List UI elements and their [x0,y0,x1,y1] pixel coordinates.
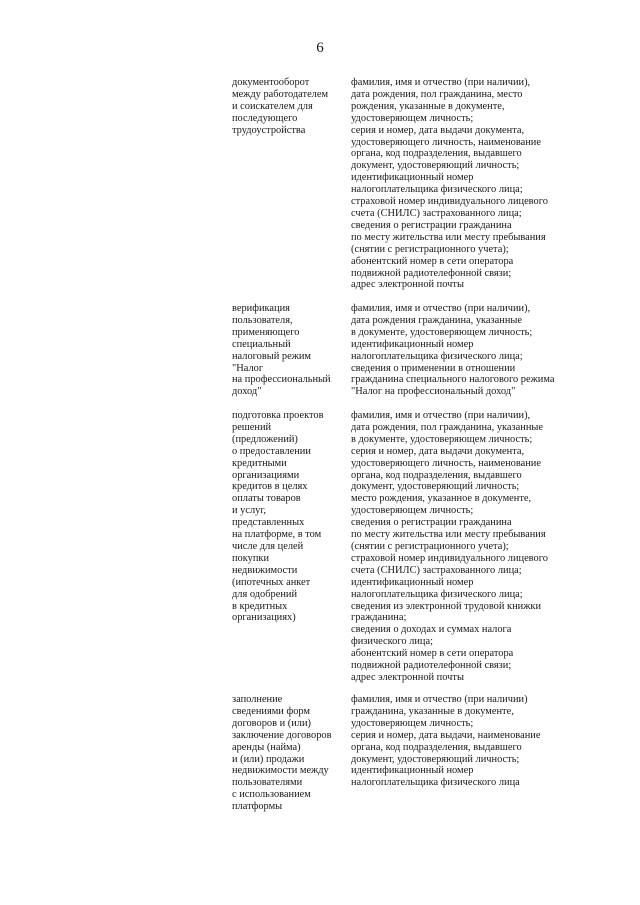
page-number: 6 [316,40,324,56]
processing-purpose: заполнение сведениями форм договоров и (или) заключение договоров аренды (найма) и (или) продажи недвижимости между пользователями с использованием платформы [232,694,332,813]
personal-data-list: фамилия, имя и отчество (при наличии) гражданина, указанные в документе, удостоверяющем личность; серия и номер, дата выдачи, наименование органа, код подразделения, выдавшего документ, удостоверяющий личность; идентификационный номер налогоплательщика физического лица [351,694,541,789]
processing-purpose: документооборот между работодателем и соискателем для последующего трудоустройства [232,77,329,136]
processing-purpose: верификация пользователя, применяющего специальный налоговый режим "Налог на профессиональный доход" [232,303,331,398]
processing-purpose: подготовка проектов решений (предложений) о предоставлении кредитными организациями кредитов в целях оплаты товаров и услуг, представленных на платформе, в том числе для целей покупки недвижимости (ипотечных анкет для одобрений в кредитных организациях) [232,410,324,624]
personal-data-list: фамилия, имя и отчество (при наличии), дата рождения, пол гражданина, место рождения, указанные в документе, удостоверяющем личность; серия и номер, дата выдачи документа, удостоверяющего личность, наименование органа, код подразделения, выдавшего документ, удостоверяющий личность; идентификационный номер налогоплательщика физического лица; страховой номер индивидуального лицевого счета (СНИЛС) застрахованного лица; сведения о регистрации гражданина по месту жительства или месту пребывания (снятии с регистрационного учета); абонентский номер в сети оператора подвижной радиотелефонной связи; адрес электронной почты [351,77,548,291]
personal-data-list: фамилия, имя и отчество (при наличии), дата рождения, пол гражданина, указанные в документе, удостоверяющем личность; серия и номер, дата выдачи документа, удостоверяющего личность, наименование органа, код подразделения, выдавшего документ, удостоверяющий личность; место рождения, указанное в документе, удостоверяющем личность; сведения о регистрации гражданина по месту жительства или месту пребывания (снятии с регистрационного учета); страховой номер индивидуального лицевого счета (СНИЛС) застрахованного лица; идентификационный номер налогоплательщика физического лица; сведения из электронной трудовой книжки гражданина; сведения о доходах и суммах налога физического лица; абонентский номер в сети оператора подвижной радиотелефонной связи; адрес электронной почты [351,410,548,683]
personal-data-list: фамилия, имя и отчество (при наличии), дата рождения гражданина, указанные в документе, удостоверяющем личность; идентификационный номер налогоплательщика физического лица; сведения о применении в отношении гражданина специального налогового режима "Налог на профессиональный доход" [351,303,555,398]
